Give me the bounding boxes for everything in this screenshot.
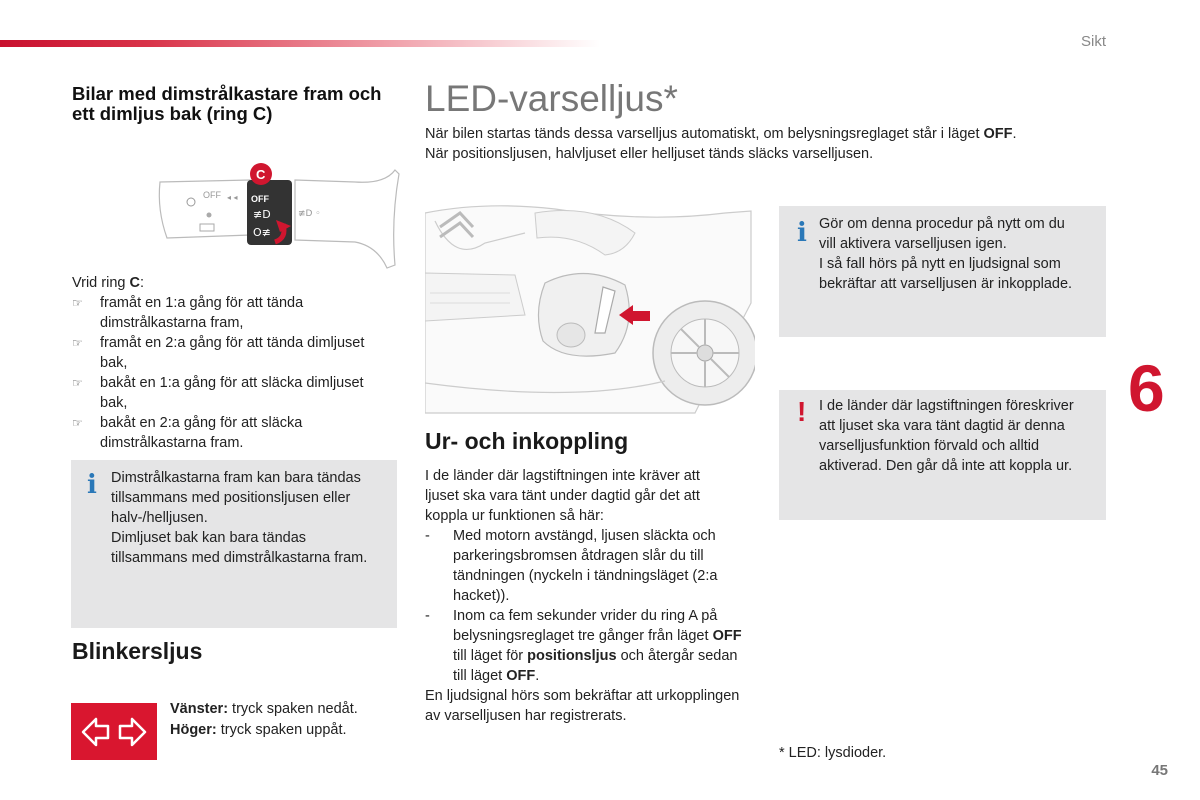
led-footnote: * LED: lysdioder. — [779, 745, 887, 761]
right-arrow-icon — [120, 719, 145, 745]
pointing-hand-icon: ☞ — [72, 336, 83, 350]
pointing-hand-icon: ☞ — [72, 416, 83, 430]
fog-info-text: Dimstrålkastarna fram kan bara tändas tillsammans med positionsljusen eller halv-/helljusen. Dimljuset bak kan bara tändas tillsammans med dimstrålkastarna fram. — [111, 470, 368, 566]
chapter-number: 6 — [1128, 351, 1165, 425]
lighting-stalk-diagram — [155, 160, 400, 270]
list-item: ☞ bakåt en 1:a gång för att släcka dimljuset bak, — [72, 375, 364, 411]
led-title: LED-varselljus* — [425, 78, 678, 119]
svg-text:≢D: ≢D — [253, 208, 271, 221]
list-item: ☞ framåt en 2:a gång för att tända dimljuset bak, — [72, 335, 365, 371]
led-intro: När bilen startas tänds dessa varselljus automatiskt, om belysningsreglaget står i läget OFF. När positionsljusen, halvljuset eller helljuset tänds släcks varselljusen. — [425, 126, 1017, 162]
info-icon: i — [87, 470, 97, 500]
disconnect-heading: Ur- och inkoppling — [425, 428, 629, 454]
top-accent-bar — [0, 40, 600, 47]
off-label: OFF — [251, 194, 269, 204]
warning-text: I de länder där lagstiftningen föreskriver att ljuset ska vara tänt dagtid är denna varselljusfunktion förvald och alltid aktiverad. Den går då inte att koppla ur. — [819, 398, 1074, 474]
rotate-ring-intro: Vrid ring C: — [72, 275, 144, 291]
fog-light-heading: Bilar med dimstrålkastare fram och ett dimljus bak (ring C) — [72, 83, 382, 124]
svg-text:O≢: O≢ — [253, 226, 271, 239]
list-item: ☞ bakåt en 2:a gång för att släcka dimstrålkastarna fram. — [72, 415, 303, 451]
svg-text:≢D ◦: ≢D ◦ — [298, 209, 321, 219]
section-title: Sikt — [1080, 33, 1106, 50]
svg-text:◂ ◂: ◂ ◂ — [227, 193, 238, 202]
fog-light-steps — [72, 293, 392, 453]
fog-info-box — [71, 460, 397, 628]
list-item: ☞ framåt en 1:a gång för att tända dimstrålkastarna fram, — [72, 295, 304, 331]
pointing-hand-icon: ☞ — [72, 376, 83, 390]
disconnect-procedure: I de länder där lagstiftningen inte kräver att ljuset ska vara tänt under dagtid går det att koppla ur funktionen så här: - Med motorn avstängd, ljusen släckta och parkeringsbromsen åtdragen slår du till tändningen (nyckeln i tändningsläget (2:a hacket)). - Inom ca fem sekunder vrider du ring A på belysningsreglaget tre gånger från läget OFF till läget för positionsljus och återgår sedan till läget OFF. En ljudsignal hörs som bekräftar att urkopplingen av varselljusen har registrerats. — [425, 466, 755, 726]
step-2: - Inom ca fem sekunder vrider du ring A på belysningsreglaget tre gånger från läget OFF till läget för positionsljus och återgår sedan till läget OFF. — [425, 608, 742, 684]
ring-c-label: C — [256, 167, 266, 182]
reactivate-info-box — [779, 206, 1106, 337]
warning-exclamation-icon: ! — [797, 396, 807, 427]
confirmation-note: En ljudsignal hörs som bekräftar att urkopplingen av varselljusen har registrerats. — [425, 688, 740, 724]
turn-signal-icon-box — [71, 703, 157, 760]
step-1: - Med motorn avstängd, ljusen släckta och parkeringsbromsen åtdragen slår du till tändningen (nyckeln i tändningsläget (2:a hacket)). — [425, 528, 718, 604]
pointing-hand-icon: ☞ — [72, 296, 83, 310]
blinker-instructions: Vänster: tryck spaken nedåt. Höger: tryck spaken uppåt. — [170, 701, 358, 738]
warning-box — [779, 390, 1106, 520]
info-icon: i — [797, 218, 807, 248]
reactivate-info-text: Gör om denna procedur på nytt om du vill aktivera varselljusen igen. I så fall hörs på nytt en ljudsignal som bekräftar att varselljusen är inkopplade. — [819, 216, 1073, 292]
car-front-illustration — [425, 203, 755, 425]
left-arrow-icon — [83, 719, 108, 745]
page-number: 45 — [1151, 762, 1168, 779]
blinkers-heading: Blinkersljus — [72, 638, 203, 664]
svg-text:OFF: OFF — [203, 190, 221, 200]
